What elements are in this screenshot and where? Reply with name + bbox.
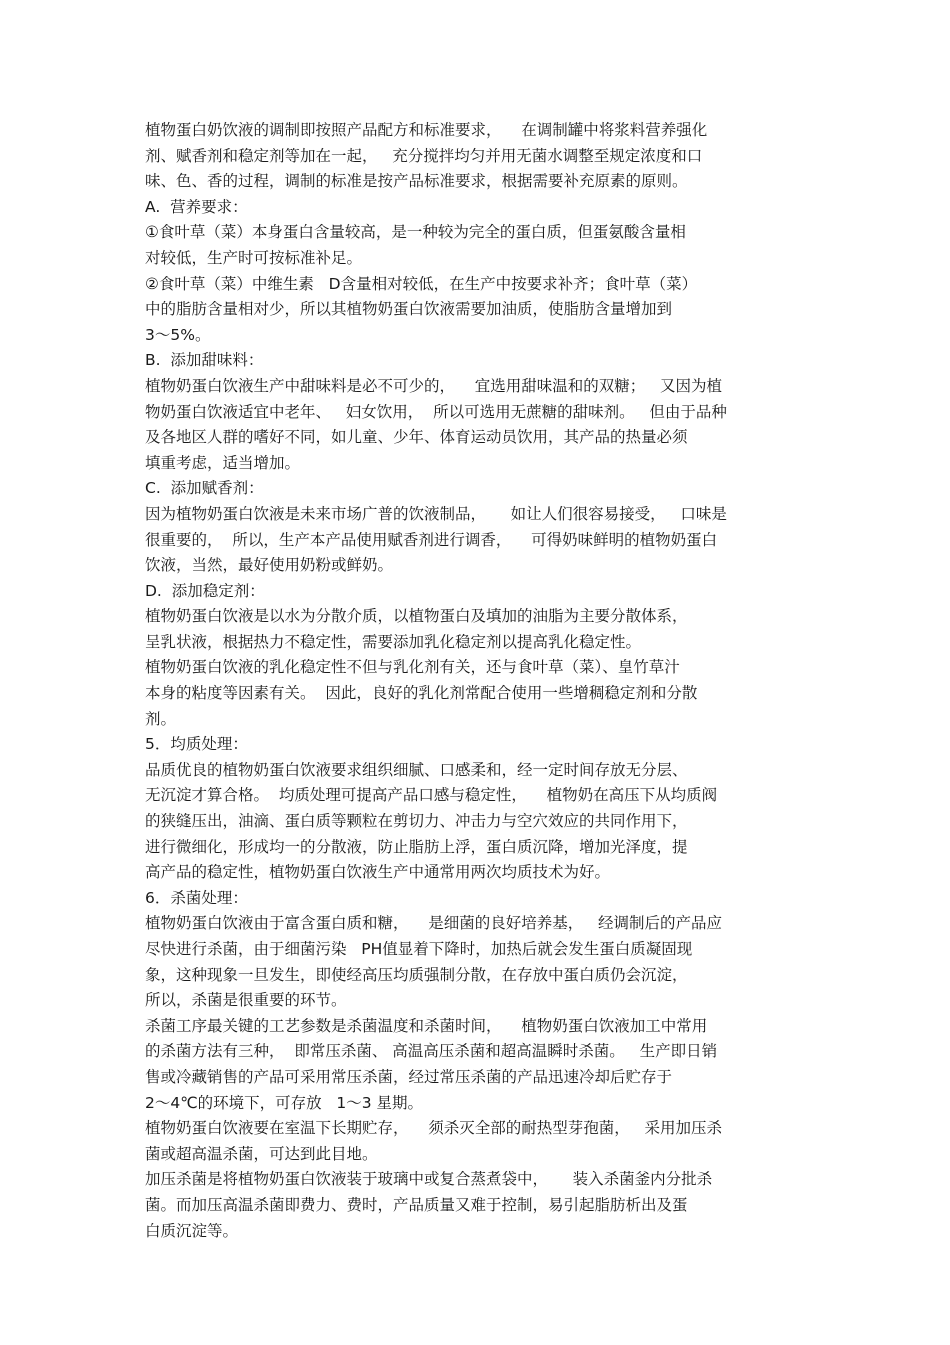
text-line: 因为植物奶蛋白饮液是未来市场广普的饮液制品， 如让人们很容易接受， 口味是 — [145, 504, 727, 523]
text-line: 加压杀菌是将植物奶蛋白饮液装于玻璃中或复合蒸煮袋中， 装入杀菌釜内分批杀 — [145, 1170, 713, 1189]
text-line: 进行微细化，形成均一的分散液，防止脂肪上浮，蛋白质沉降，增加光泽度，提 — [145, 837, 688, 856]
text-line: ①食叶草（菜）本身蛋白含量较高，是一种较为完全的蛋白质，但蛋氨酸含量相 — [145, 223, 686, 242]
text-line: 尽快进行杀菌，由于细菌污染 PH值显着下降时，加热后就会发生蛋白质凝固现 — [145, 940, 693, 958]
text-line: 白质沉淀等。 — [145, 1221, 239, 1240]
text-line: 菌或超高温杀菌，可达到此目地。 — [145, 1144, 378, 1163]
text-line: 杀菌工序最关键的工艺参数是杀菌温度和杀菌时间， 植物奶蛋白饮液加工中常用 — [145, 1016, 708, 1035]
section-heading: D. 添加稳定剂： — [145, 581, 265, 600]
text-line: 填重考虑，适当增加。 — [145, 453, 301, 472]
section-heading: 6．杀菌处理： — [145, 888, 248, 907]
text-line: 3～5%。 — [145, 325, 211, 344]
text-line: 所以，杀菌是很重要的环节。 — [145, 991, 347, 1010]
text-line: 饮液，当然，最好使用奶粉或鲜奶。 — [145, 556, 394, 575]
text-line: 植物奶蛋白饮液生产中甜味料是必不可少的， 宜选用甜味温和的双糖； 又因为植 — [145, 376, 722, 395]
text-line: 中的脂肪含量相对少，所以其植物奶蛋白饮液需要加油质，使脂肪含量增加到 — [145, 300, 673, 319]
text-line: 物奶蛋白饮液适宜中老年、 妇女饮用， 所以可选用无蔗糖的甜味剂。 但由于品种 — [145, 402, 727, 421]
text-line: 2～4℃的环境下，可存放 1～3 星期。 — [145, 1093, 424, 1112]
section-heading: B. 添加甜味料： — [145, 351, 264, 370]
text-line: 植物奶蛋白饮液的乳化稳定性不但与乳化剂有关，还与食叶草（菜）、皇竹草汁 — [145, 658, 680, 677]
text-line: 很重要的， 所以，生产本产品使用赋香剂进行调香， 可得奶味鲜明的植物奶蛋白 — [145, 530, 718, 549]
text-line: 植物奶蛋白饮液由于富含蛋白质和糖， 是细菌的良好培养基， 经调制后的产品应 — [145, 914, 722, 933]
text-line: ②食叶草（菜）中维生素 D含量相对较低，在生产中按要求补齐；食叶草（菜） — [145, 274, 698, 293]
section-heading: 5．均质处理： — [145, 735, 248, 754]
text-line: 无沉淀才算合格。 均质处理可提高产品口感与稳定性， 植物奶在高压下从均质阀 — [145, 786, 718, 805]
section-heading: C. 添加赋香剂： — [145, 479, 264, 498]
text-line: 高产品的稳定性，植物奶蛋白饮液生产中通常用两次均质技术为好。 — [145, 863, 611, 882]
text-line: 品质优良的植物奶蛋白饮液要求组织细腻、口感柔和，经一定时间存放无分层、 — [145, 760, 688, 779]
section-heading: A. 营养要求： — [145, 197, 248, 216]
text-line: 售或冷藏销售的产品可采用常压杀菌，经过常压杀菌的产品迅速冷却后贮存于 — [145, 1067, 673, 1086]
text-line: 剂。 — [145, 709, 177, 728]
text-line: 菌。而加压高温杀菌即费力、费时，产品质量又难于控制，易引起脂肪析出及蛋 — [145, 1195, 688, 1214]
text-line: 植物奶蛋白饮液是以水为分散介质，以植物蛋白及填加的油脂为主要分散体系， — [145, 607, 688, 626]
text-line: 呈乳状液，根据热力不稳定性，需要添加乳化稳定剂以提高乳化稳定性。 — [145, 632, 642, 651]
text-line: 本身的粘度等因素有关。 因此，良好的乳化剂常配合使用一些增稠稳定剂和分散 — [145, 684, 698, 703]
text-line: 及各地区人群的嗜好不同，如儿童、少年、体育运动员饮用，其产品的热量必须 — [145, 428, 688, 447]
text-line: 植物奶蛋白饮液要在室温下长期贮存， 须杀灭全部的耐热型芽孢菌， 采用加压杀 — [145, 1119, 722, 1138]
text-line: 的杀菌方法有三种， 即常压杀菌、 高温高压杀菌和超高温瞬时杀菌。 生产即日销 — [145, 1042, 718, 1061]
document-body — [145, 118, 810, 1244]
text-line: 对较低，生产时可按标准补足。 — [145, 248, 363, 267]
text-line: 味、色、香的过程，调制的标准是按产品标准要求，根据需要补充原素的原则。 — [145, 172, 688, 191]
text-line: 象，这种现象一旦发生，即使经高压均质强制分散，在存放中蛋白质仍会沉淀， — [145, 965, 688, 984]
text-line: 的狭缝压出，油滴、蛋白质等颗粒在剪切力、冲击力与空穴效应的共同作用下， — [145, 812, 688, 831]
text-line: 剂、赋香剂和稳定剂等加在一起， 充分搅拌均匀并用无菌水调整至规定浓度和口 — [145, 146, 703, 165]
text-line: 植物蛋白奶饮液的调制即按照产品配方和标准要求， 在调制罐中将浆料营养强化 — [145, 121, 708, 139]
